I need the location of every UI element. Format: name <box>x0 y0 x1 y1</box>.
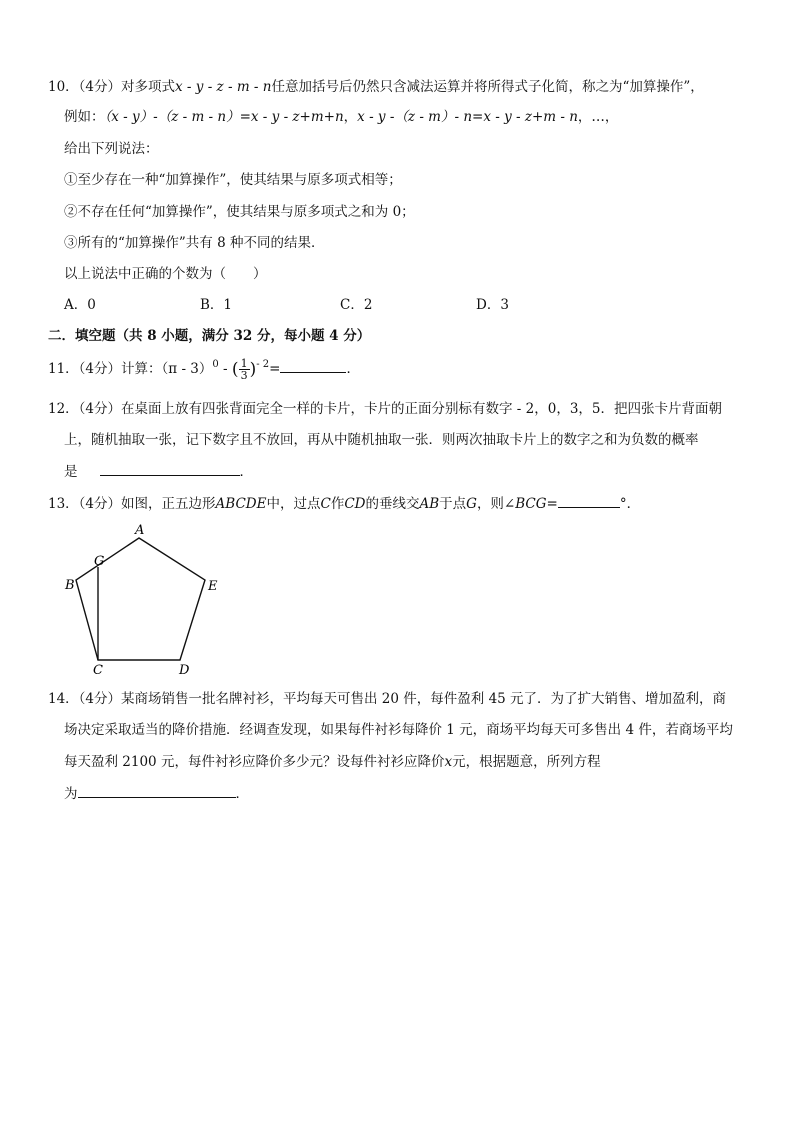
label-c: C <box>93 663 103 678</box>
label-e: E <box>208 579 218 594</box>
q14-line3 <box>64 753 601 771</box>
q13-equals: = <box>546 496 558 512</box>
pentagon-figure <box>60 518 230 683</box>
q11-fraction <box>239 358 250 381</box>
q13-segment-ab: AB <box>419 496 440 512</box>
section-heading-fill-blank: 二．填空题（共 8 小题，满分 32 分，每小题 4 分） <box>48 328 371 344</box>
q13-answer-blank[interactable] <box>558 494 620 508</box>
q10-statement-3: ③所有的“加算操作”共有 8 种不同的结果． <box>64 235 325 251</box>
q11-prefix: 11．（4分）计算： <box>48 361 162 377</box>
q10-line2 <box>64 108 618 126</box>
q11-minus: - <box>218 361 232 377</box>
q12-end: ． <box>239 464 253 480</box>
q10-description: 任意加括号后仍然只含减法运算并将所得式子化简，称之为“加算操作”， <box>271 79 704 95</box>
q14-line3-part1: 每天盈利 2100 元，每件衬衫应降价多少元？设每件衬衫应降价 <box>64 754 445 770</box>
q13-pentagon-name: ABCDE <box>215 496 267 512</box>
q13-point-g: G <box>466 496 477 512</box>
q13-text-5: ，则∠ <box>476 496 516 512</box>
q14-line4 <box>64 784 249 803</box>
q11-answer-blank[interactable] <box>280 359 346 373</box>
q13-text-3: 的垂线交 <box>365 496 420 512</box>
q13-text-4: 于点 <box>439 496 467 512</box>
q11-equals: = <box>269 361 281 377</box>
q13-prefix: 13．（4分）如图，正五边形 <box>48 496 216 512</box>
q14-line3-part2: 元，根据题意，所列方程 <box>452 754 601 770</box>
q14-prefix-word: 为 <box>64 786 78 802</box>
q10-example-label: 例如： <box>64 109 105 125</box>
q14-end: ． <box>235 786 249 802</box>
label-d: D <box>179 663 190 678</box>
q13-text-2: 作 <box>330 496 345 512</box>
q12-answer-blank[interactable] <box>100 462 240 476</box>
q10-example-2: x - y -（z - m）- n=x - y - z+m - n <box>357 109 578 125</box>
q12-line1: 12．（4分）在桌面上放有四张背面完全一样的卡片，卡片的正面分别标有数字 - 2，0，3，5．把四张卡片背面朝 <box>48 401 723 417</box>
q11-fraction-denominator: 3 <box>240 369 248 382</box>
q10-option-c: C．2 <box>340 297 373 313</box>
q11-exponent-neg2: - 2 <box>256 359 270 370</box>
q11-fraction-numerator: 1 <box>240 357 248 370</box>
q14-answer-blank[interactable] <box>78 784 236 798</box>
q13-text-1: 中，过点 <box>266 496 321 512</box>
q12-prefix-word: 是 <box>64 464 78 480</box>
q10-option-a: A．0 <box>64 297 96 313</box>
q11-left-paren: ( <box>231 359 239 380</box>
q10-question: 以上说法中正确的个数为（ ） <box>64 266 267 282</box>
q14-line2: 场决定采取适当的降价措施．经调查发现，如果每件衬衫每降价 1 元，商场平均每天可多售出 4 件，若商场平均 <box>64 722 733 738</box>
q13-end: °． <box>619 496 641 512</box>
label-b: B <box>65 578 75 593</box>
q14-line1: 14．（4分）某商场销售一批名牌衬衫，平均每天可售出 20 件，每件盈利 45 元了．为了扩大销售、增加盈利，商 <box>48 691 727 707</box>
q13-point-c: C <box>320 496 331 512</box>
q10-example-end: ，…， <box>577 109 619 125</box>
q12-line3 <box>64 462 253 481</box>
q10-option-b: B．1 <box>200 297 233 313</box>
q10-statement-2: ②不存在任何“加算操作”，使其结果与原多项式之和为 0； <box>64 204 415 220</box>
q13-segment-cd: CD <box>344 496 366 512</box>
q10-prefix: 10．（4分）对多项式 <box>48 79 176 95</box>
q11-line <box>48 357 360 382</box>
q10-expression: x - y - z - m - n <box>175 79 272 95</box>
q11-exponent-zero: 0 <box>212 359 219 370</box>
q10-options <box>64 296 664 314</box>
q10-intro: 给出下列说法： <box>64 141 159 157</box>
label-g: G <box>94 554 105 569</box>
label-a: A <box>135 523 145 538</box>
q11-right-paren: ) <box>249 359 257 380</box>
q10-line1 <box>48 78 704 96</box>
q10-statement-1: ①至少存在一种“加算操作”，使其结果与原多项式相等； <box>64 172 402 188</box>
q13-angle-bcg: BCG <box>515 496 547 512</box>
q14-variable-x: x <box>444 754 453 770</box>
q10-example-1: （x - y）-（z - m - n）=x - y - z+m+n <box>104 109 344 125</box>
q11-base: （π - 3） <box>161 361 213 377</box>
q12-line2: 上，随机抽取一张，记下数字且不放回，再从中随机抽取一张．则两次抽取卡片上的数字之和为负数的概率 <box>64 432 699 448</box>
q10-example-separator: ， <box>343 109 358 125</box>
q11-end: ． <box>346 361 360 377</box>
q13-line <box>48 494 640 513</box>
q10-option-d: D．3 <box>476 297 509 313</box>
